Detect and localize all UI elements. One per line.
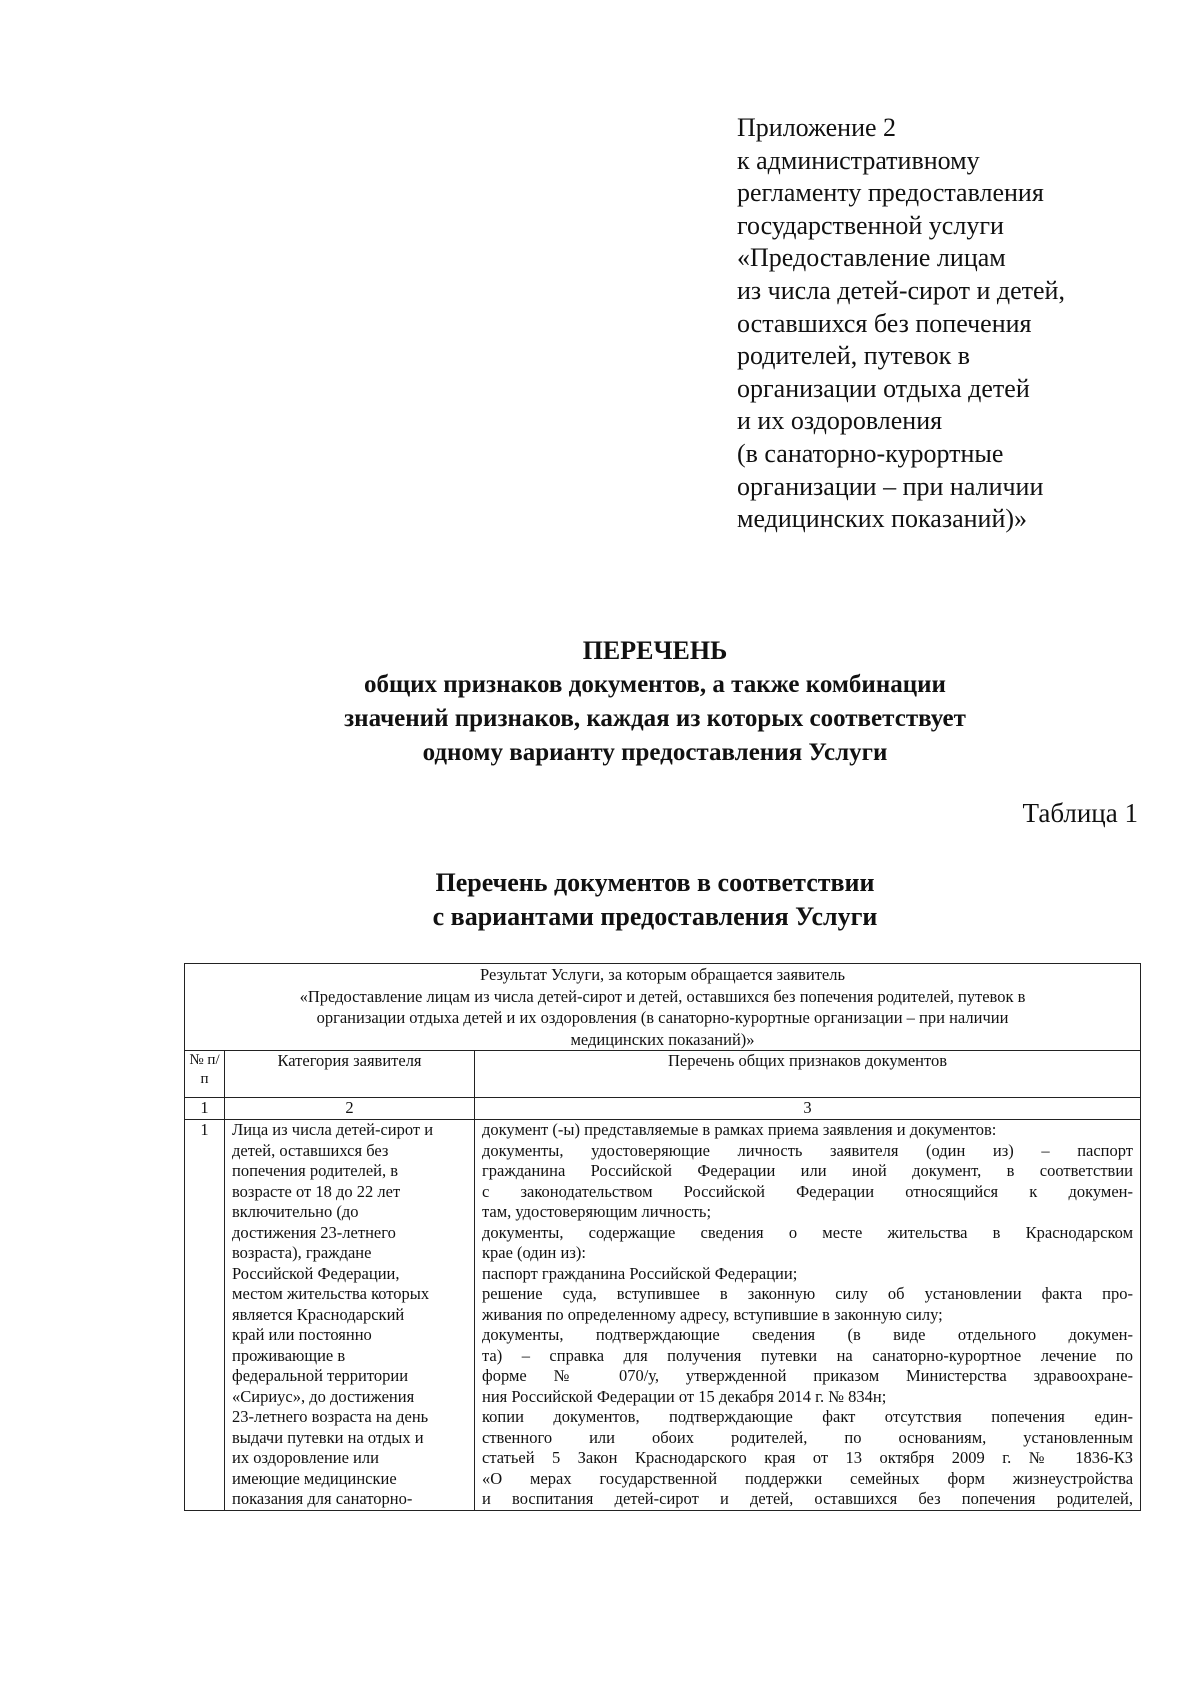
category-line: является Краснодарский <box>232 1304 405 1324</box>
category-line: край или постоянно <box>232 1325 372 1344</box>
row-number: 1 <box>185 1120 225 1511</box>
document-sign-line: форме № 070/у, утвержденной приказом Министерства здравоохране- <box>482 1366 1134 1385</box>
category-line: их оздоровление или <box>232 1448 379 1467</box>
heading-subtitle-line: общих признаков документов, а также комбинации <box>364 671 946 698</box>
document-sign-line: гражданина Российской Федерации или иной документ, в соответствии <box>482 1161 1134 1180</box>
document-sign-line: решение суда, вступившее в законную силу об установлении факта про- <box>482 1284 1134 1303</box>
column-number-row <box>185 1098 1141 1120</box>
document-sign-line: «О мерах государственной поддержки семейных форм жизнеустройства <box>482 1468 1134 1488</box>
appendix-line: государственной услуги <box>737 210 1004 240</box>
document-sign-line: паспорт гражданина Российской Федерации; <box>482 1263 798 1283</box>
document-signs-cell <box>475 1120 1141 1511</box>
category-line: федеральной территории <box>232 1366 409 1385</box>
document-sign-line: ственного или обоих родителей, по основаниям, установленным <box>482 1427 1134 1447</box>
result-row <box>185 964 1141 1051</box>
document-sign-line: там, удостоверяющим личность; <box>482 1202 712 1221</box>
category-line: имеющие медицинские <box>232 1468 397 1488</box>
category-line: проживающие в <box>232 1345 346 1365</box>
document-sign-line: та) – справка для получения путевки на санаторно-курортное лечение по <box>482 1345 1134 1365</box>
column-number: 2 <box>225 1098 475 1120</box>
appendix-line: (в санаторно-курортные <box>737 438 1004 468</box>
document-sign-line: живания по определенному адресу, вступившие в законную силу; <box>482 1304 943 1324</box>
category-line: Лица из числа детей-сирот и <box>232 1120 434 1139</box>
applicant-category-cell <box>225 1120 475 1511</box>
document-sign-line: копии документов, подтверждающие факт отсутствия попечения един- <box>482 1407 1134 1426</box>
appendix-block <box>737 112 1177 536</box>
result-line: медицинских показаний)» <box>570 1029 755 1049</box>
appendix-line: и их оздоровления <box>737 406 943 436</box>
document-heading <box>0 634 1200 770</box>
heading-subtitle-line: значений признаков, каждая из которых соответствует <box>344 705 966 732</box>
document-sign-line: документы, содержащие сведения о месте жительства в Краснодарском <box>482 1222 1134 1242</box>
category-line: показания для санаторно- <box>232 1489 413 1508</box>
appendix-line: из числа детей-сирот и детей, <box>737 275 1065 305</box>
appendix-line: к административному <box>737 145 980 175</box>
category-line: достижения 23-летнего <box>232 1222 396 1242</box>
table-title-line: с вариантами предоставления Услуги <box>432 902 878 931</box>
heading-title: ПЕРЕЧЕНЬ <box>582 636 728 665</box>
category-line: «Сириус», до достижения <box>232 1386 415 1406</box>
appendix-line: Приложение 2 <box>737 113 897 142</box>
header-signs: Перечень общих признаков документов <box>475 1051 1141 1098</box>
service-result-cell <box>185 964 1141 1051</box>
document-sign-line: с законодательством Российской Федерации относящийся к докумен- <box>482 1181 1134 1201</box>
document-sign-line: документ (-ы) представляемые в рамках приема заявления и документов: <box>482 1120 997 1139</box>
category-line: попечения родителей, в <box>232 1161 399 1180</box>
header-category: Категория заявителя <box>225 1051 475 1098</box>
heading-subtitle-line: одному варианту предоставления Услуги <box>422 739 888 766</box>
category-line: возраста), граждане <box>232 1243 372 1262</box>
header-row <box>185 1051 1141 1098</box>
document-sign-line: документы, подтверждающие сведения (в виде отдельного докумен- <box>482 1325 1134 1344</box>
document-sign-line: документы, удостоверяющие личность заявителя (один из) – паспорт <box>482 1140 1134 1160</box>
table-title-line: Перечень документов в соответствии <box>435 868 875 897</box>
document-sign-line: и воспитания детей-сирот и детей, оставшихся без попечения родителей, <box>482 1489 1134 1508</box>
category-line: выдачи путевки на отдых и <box>232 1427 424 1447</box>
appendix-line: организации отдыха детей <box>737 373 1030 403</box>
category-line: Российской Федерации, <box>232 1263 400 1283</box>
category-line: включительно (до <box>232 1202 359 1221</box>
table-row <box>185 1120 1141 1511</box>
document-sign-line: крае (один из): <box>482 1243 586 1262</box>
table-title <box>0 866 1200 934</box>
column-number: 1 <box>185 1098 225 1120</box>
table-label: Таблица 1 <box>1022 798 1138 828</box>
category-line: возрасте от 18 до 22 лет <box>232 1181 401 1201</box>
column-number: 3 <box>475 1098 1141 1120</box>
documents-table <box>184 963 1141 1511</box>
category-line: детей, оставшихся без <box>232 1140 389 1160</box>
category-line: местом жительства которых <box>232 1284 430 1303</box>
category-line: 23-летнего возраста на день <box>232 1407 429 1426</box>
document-sign-line: ния Российской Федерации от 15 декабря 2014 г. № 834н; <box>482 1386 887 1406</box>
appendix-line: медицинских показаний)» <box>737 504 1028 534</box>
appendix-line: родителей, путевок в <box>737 341 971 371</box>
appendix-line: организации – при наличии <box>737 471 1044 501</box>
result-line: Результат Услуги, за которым обращается заявитель <box>480 965 845 984</box>
result-line: «Предоставление лицам из числа детей-сирот и детей, оставшихся без попечения родителей, путевок в <box>299 986 1026 1006</box>
appendix-line: регламенту предоставления <box>737 178 1044 208</box>
document-sign-line: статьей 5 Закон Краснодарского края от 13 октября 2009 г. № 1836-КЗ <box>482 1448 1134 1467</box>
appendix-line: «Предоставление лицам <box>737 243 1006 273</box>
result-line: организации отдыха детей и их оздоровления (в санаторно-курортные организации – при наличии <box>316 1008 1009 1027</box>
appendix-line: оставшихся без попечения <box>737 308 1032 338</box>
header-num: № п/п <box>185 1051 225 1098</box>
